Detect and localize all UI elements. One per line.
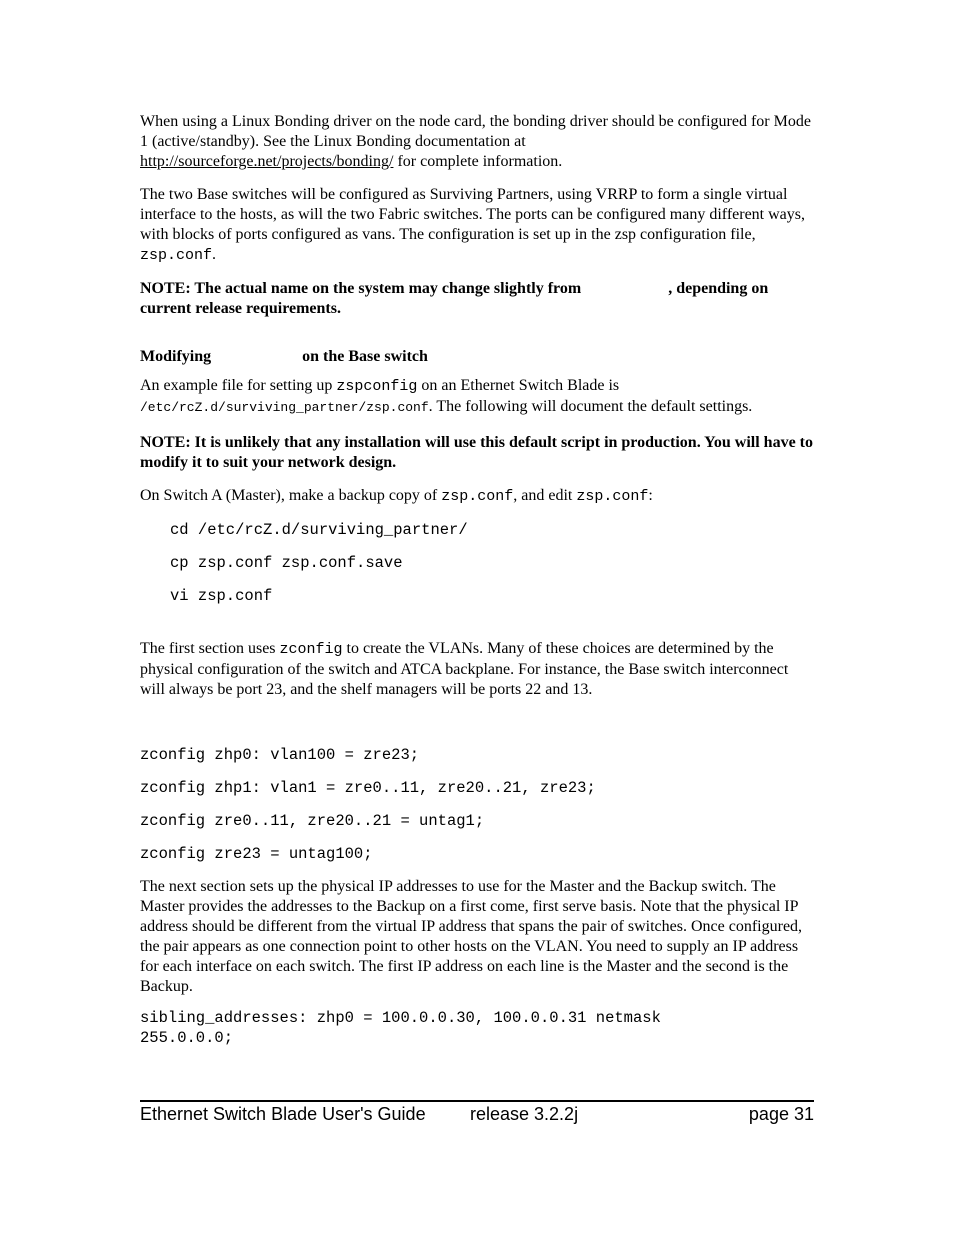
zsp-conf-code-2: zsp.conf bbox=[576, 488, 649, 505]
switches-paragraph bbox=[140, 185, 814, 266]
command-block bbox=[140, 520, 814, 606]
page-footer bbox=[140, 1100, 814, 1125]
zspconfig-code: zspconfig bbox=[336, 378, 418, 395]
document-page bbox=[140, 112, 814, 1048]
heading-text: Modifying bbox=[140, 348, 212, 365]
command-line: cp zsp.conf zsp.conf.save bbox=[170, 554, 403, 572]
example-text-mid: on an Ethernet Switch Blade is bbox=[417, 377, 620, 394]
footer-title: Ethernet Switch Blade User's Guide bbox=[140, 1104, 426, 1124]
note-name-text-end: , depending on current release requirements. bbox=[140, 280, 769, 317]
example-paragraph bbox=[140, 376, 814, 418]
example-text: An example file for setting up bbox=[140, 377, 337, 394]
switches-text-end: . bbox=[212, 246, 217, 263]
footer-release: release 3.2.2j bbox=[470, 1104, 579, 1124]
section-heading bbox=[140, 347, 814, 367]
zsp-path-code: /etc/rcZ.d/surviving_partner/zsp.conf bbox=[140, 400, 429, 415]
switches-text: The two Base switches will be configured as Surviving Partners, using VRRP to form a single virtual interface to the hosts, as will the two Fabric switches. The ports can be configured many different ways, with blocks of ports configured as vans. The configuration is set up in the zsp configuration file, bbox=[140, 186, 805, 243]
heading-text-end: on the Base switch bbox=[302, 348, 428, 365]
zconfig-line: zconfig zhp0: vlan100 = zre23; bbox=[140, 746, 420, 764]
note-default-script: NOTE: It is unlikely that any installation will use this default script in production. You will have to modify it to suit your network design. bbox=[140, 434, 813, 471]
backup-paragraph bbox=[140, 486, 814, 507]
command-line: vi zsp.conf bbox=[170, 587, 273, 605]
zconfig-text: The first section uses bbox=[140, 640, 280, 657]
zconfig-line: zconfig zre0..11, zre20..21 = untag1; bbox=[140, 812, 485, 830]
bonding-text: When using a Linux Bonding driver on the node card, the bonding driver should be configured for Mode 1 (active/standby). See the Linux Bonding documentation at bbox=[140, 113, 811, 150]
backup-text: On Switch A (Master), make a backup copy of bbox=[140, 487, 442, 504]
sibling-paragraph: The next section sets up the physical IP addresses to use for the Master and the Backup switch. The Master provides the addresses to the Backup on a first come, first serve basis. Note that the physical IP address should be different from the virtual IP address that spans the pair of switches. Once configured, the pair appears as one connection point to other hosts on the VLAN. You need to supply an IP address for each interface on each switch. The first IP address on each line is the Master and the second is the Backup. bbox=[140, 878, 803, 995]
bonding-paragraph bbox=[140, 112, 814, 172]
backup-text-mid: , and edit bbox=[513, 487, 577, 504]
zconfig-line: zconfig zhp1: vlan1 = zre0..11, zre20..21, zre23; bbox=[140, 779, 596, 797]
backup-text-end: : bbox=[648, 487, 653, 504]
note-name-text: NOTE: The actual name on the system may change slightly from bbox=[140, 280, 582, 297]
zsp-conf-code-1: zsp.conf bbox=[441, 488, 514, 505]
bonding-link[interactable]: http://sourceforge.net/projects/bonding/ bbox=[140, 153, 394, 170]
bonding-text-end: for complete information. bbox=[393, 153, 563, 170]
zconfig-paragraph bbox=[140, 639, 814, 700]
command-line: cd /etc/rcZ.d/surviving_partner/ bbox=[170, 521, 468, 539]
zconfig-block bbox=[140, 745, 814, 864]
footer-page-number: page 31 bbox=[748, 1104, 814, 1124]
sibling-line: sibling_addresses: zhp0 = 100.0.0.30, 100.0.0.31 netmask bbox=[140, 1009, 661, 1027]
zconfig-line: zconfig zre23 = untag100; bbox=[140, 845, 373, 863]
sibling-block bbox=[140, 1008, 814, 1048]
example-text-end: . The following will document the default settings. bbox=[428, 398, 753, 415]
sibling-line: 255.0.0.0; bbox=[140, 1029, 234, 1047]
zconfig-code: zconfig bbox=[279, 641, 343, 658]
note-name-change bbox=[140, 279, 814, 319]
zsp-conf-code: zsp.conf bbox=[140, 247, 213, 264]
zconfig-text-end: to create the VLANs. Many of these choices are determined by the physical configuration of the switch and ATCA backplane. For instance, the Base switch interconnect will always be port 23, and the shelf managers will be ports 22 and 13. bbox=[140, 640, 789, 698]
